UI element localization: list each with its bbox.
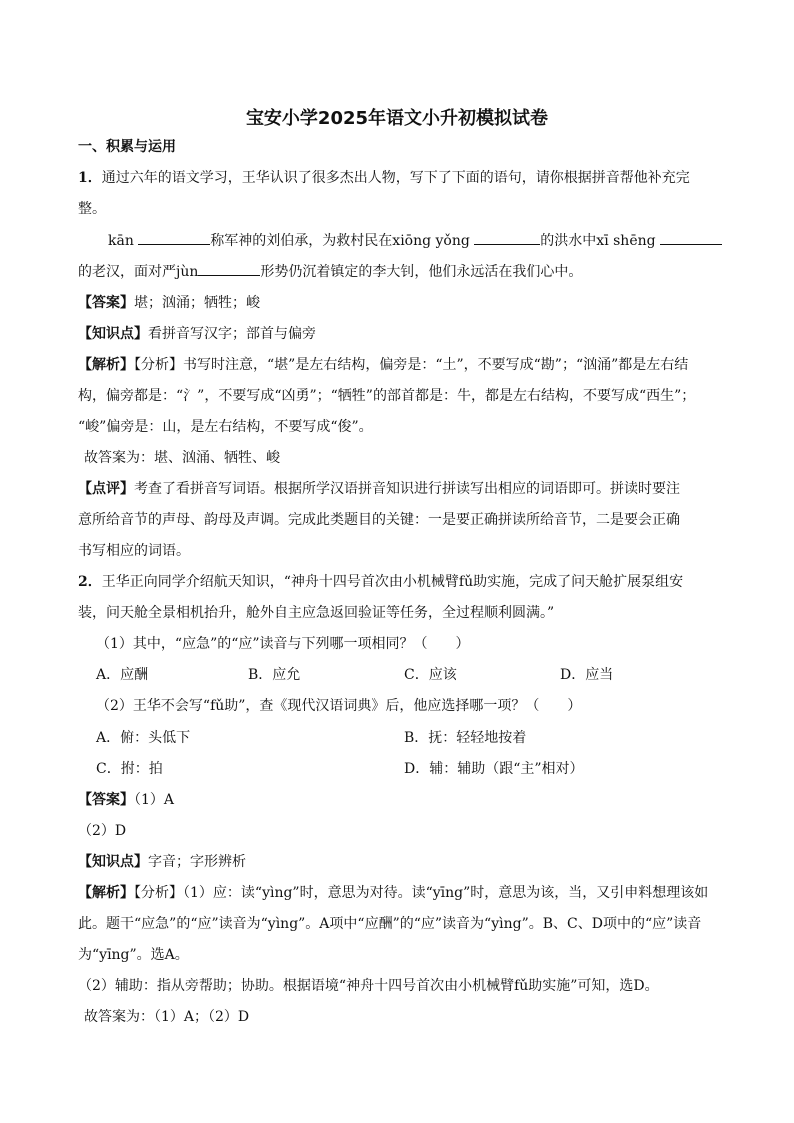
q1-pinyin-text: 形势仍沉着镇定的李大钊，他们永远活在我们心中。 (260, 264, 583, 280)
q2-knowledge-point (78, 852, 246, 872)
review-text: 考查了看拼音写词语。根据所学汉语拼音知识进行拼读写出相应的词语即可。拼读时要注 (134, 481, 680, 497)
answer-text: （1）A (134, 792, 175, 808)
q1-pinyin-line1 (108, 230, 722, 251)
answer-text: 堪；汹涌；牺牲；峻 (134, 295, 260, 311)
page-title: 宝安小学2025年语文小升初模拟试卷 (245, 108, 549, 129)
q1-stem-line2: 整。 (78, 201, 106, 217)
q1-analysis-line1 (78, 355, 688, 375)
q1-blank-1[interactable] (138, 230, 210, 245)
q2-sub1-question: （1）其中，“应急”的“应”读音与下列哪一项相同？（ ） (96, 636, 470, 652)
q2-number: 2． (78, 574, 102, 590)
q2-analysis-line1 (78, 883, 708, 903)
answer-label: 【答案】 (78, 295, 134, 311)
q2-sub1-option-a[interactable]: A．应酬 (96, 667, 149, 683)
q2-analysis-line3: 为“yīng”。选A。 (78, 947, 189, 963)
q2-final-answer: 故答案为：（1）A；（2）D (84, 1009, 250, 1025)
q1-pinyin-line2 (78, 261, 582, 282)
q2-analysis-line4: （2）辅助：指从旁帮助；协助。根据语境“神舟十四号首次由小机械臂fǔ助实施”可知，选D。 (78, 978, 659, 994)
q2-answer-line2: （2）D (78, 823, 127, 839)
q1-final-answer: 故答案为：堪、汹涌、牺牲、峻 (84, 450, 280, 466)
q1-blank-4[interactable] (198, 261, 260, 276)
q2-stem-text: 王华正向同学介绍航天知识，“神舟十四号首次由小机械臂fǔ助实施，完成了问天舱扩展泵组安 (101, 574, 684, 590)
q2-answer-line1 (78, 790, 174, 810)
q1-review-line3: 书写相应的词语。 (78, 543, 190, 559)
section-heading: 一、积累与运用 (78, 139, 176, 155)
q2-sub1-option-b[interactable]: B．应允 (248, 667, 301, 683)
q2-sub2-option-b[interactable]: B．抚：轻轻地按着 (404, 730, 527, 746)
analysis-text: 【分析】（1）应：读“yìng”时，意思为对待。读“yīng”时，意思为该，当，又引申料想理该如 (134, 885, 709, 901)
knowledge-label: 【知识点】 (78, 854, 148, 870)
q2-stem-line2: 装，问天舱全景相机抬升，舱外自主应急返回验证等任务，全过程顺利圆满。” (78, 605, 555, 621)
q2-sub1-option-d[interactable]: D．应当 (560, 667, 614, 683)
q1-pinyin-text: 的洪水中xī shēng (540, 233, 661, 249)
q1-pinyin-kan: kān (108, 233, 139, 249)
analysis-text: 【分析】书写时注意，“堪”是左右结构，偏旁是：“土”，不要写成“勘”；“汹涌”都是左右结 (134, 357, 689, 373)
q2-sub2-question: （2）王华不会写“fǔ助”，查《现代汉语词典》后，他应选择哪一项？（ ） (96, 698, 582, 714)
q1-knowledge-point (78, 324, 316, 344)
q1-blank-2[interactable] (474, 230, 540, 245)
q1-analysis-line3: “峻”偏旁是：山，是左右结构，不要写成“俊”。 (78, 419, 373, 435)
q1-blank-3[interactable] (660, 230, 722, 245)
q2-sub2-option-c[interactable]: C．拊：拍 (96, 761, 163, 777)
q1-stem-line1 (78, 168, 690, 188)
knowledge-text: 看拼音写汉字；部首与偏旁 (148, 326, 316, 342)
q2-stem-line1 (78, 572, 683, 592)
knowledge-text: 字音；字形辨析 (148, 854, 246, 870)
analysis-label: 【解析】 (78, 357, 134, 373)
q1-analysis-line2: 构，偏旁都是：“氵”，不要写成“凶勇”；“牺牲”的部首都是：牛，都是左右结构，不要写成“西生”； (78, 388, 696, 404)
answer-label: 【答案】 (78, 792, 134, 808)
q2-sub2-option-a[interactable]: A．俯：头低下 (96, 730, 191, 746)
q1-pinyin-text: 称军神的刘伯承，为救村民在xiōng yǒng (210, 233, 475, 249)
q1-review-line2: 意所给音节的声母、韵母及声调。完成此类题目的关键：一是要正确拼读所给音节，二是要会正确 (78, 512, 680, 528)
analysis-label: 【解析】 (78, 885, 134, 901)
q2-sub2-option-d[interactable]: D．辅：辅助（跟“主”相对） (404, 761, 584, 777)
q1-review-line1 (78, 479, 680, 499)
q1-stem-text: 通过六年的语文学习，王华认识了很多杰出人物，写下了下面的语句，请你根据拼音帮他补充完 (101, 170, 690, 186)
q1-number: 1． (78, 170, 102, 186)
review-label: 【点评】 (78, 481, 134, 497)
q2-analysis-line2: 此。题干“应急”的“应”读音为“yìng”。A项中“应酬”的“应”读音为“yìng”。B、C、D项中的“应”读音 (78, 916, 702, 932)
q1-pinyin-text: 的老汉，面对严jùn (78, 264, 199, 280)
q2-sub1-option-c[interactable]: C．应该 (404, 667, 457, 683)
knowledge-label: 【知识点】 (78, 326, 148, 342)
q1-answer (78, 293, 260, 313)
